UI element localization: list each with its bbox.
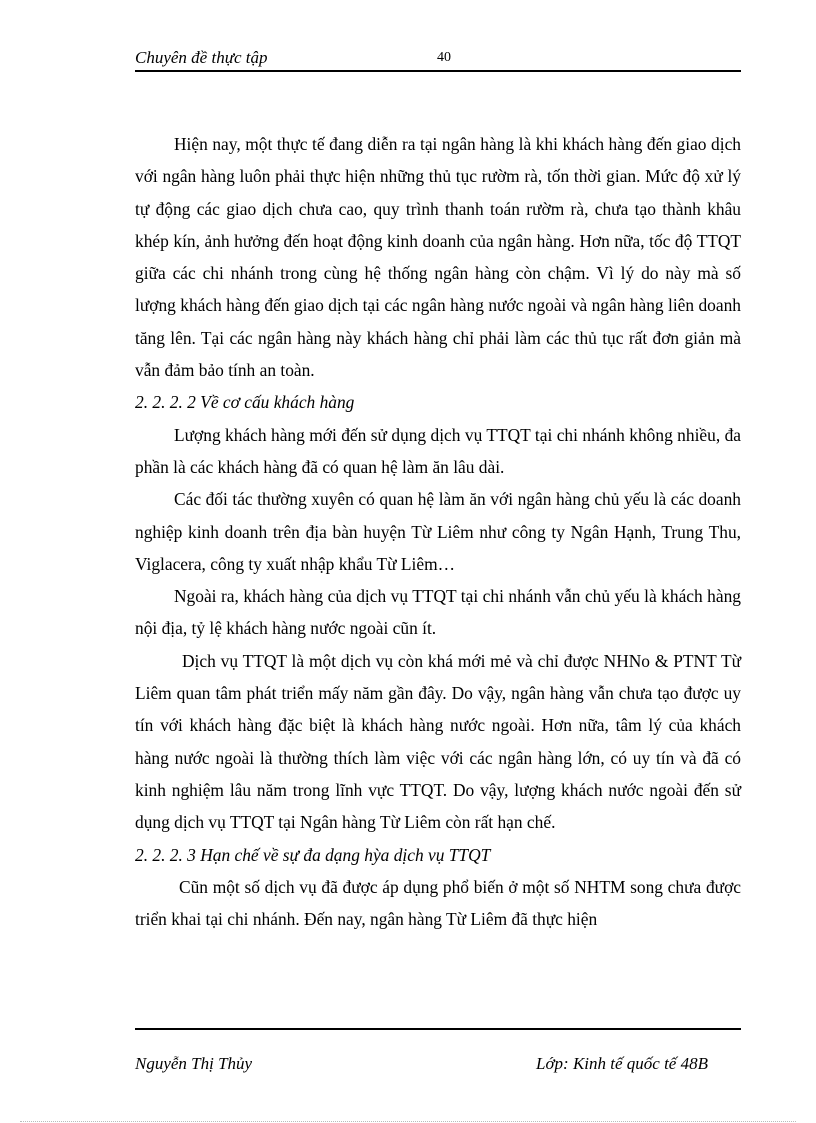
paragraph-domestic-customers: Ngoài ra, khách hàng của dịch vụ TTQT tại chi nhánh vẫn chủ yếu là khách hàng nội địa, tỷ lệ khách hàng nước ngoài cũn ít. <box>135 586 741 639</box>
footer-divider <box>135 1028 741 1030</box>
page-edge-dotted-line <box>20 1121 796 1122</box>
header-title: Chuyên đề thực tập <box>135 48 268 67</box>
footer-class: Lớp: Kinh tế quốc tế 48B <box>536 1054 708 1073</box>
page-number: 40 <box>437 50 451 65</box>
paragraph-current-situation: Hiện nay, một thực tế đang diễn ra tại ngân hàng là khi khách hàng đến giao dịch với ngân hàng luôn phải thực hiện những thủ tục rườm rà, tốn thời gian. Mức độ xử lý tự động các giao dịch chưa cao, quy trình thanh toán rườm rà, chưa tạo thành khâu khép kín, ảnh hưởng đến hoạt động kinh doanh của ngân hàng. Hơn nữa, tốc độ TTQT giữa các chi nhánh trong cùng hệ thống ngân hàng còn chậm. Vì lý do này mà số lượng khách hàng đến giao dịch tại các ngân hàng nước ngoài và ngân hàng liên doanh tăng lên. Tại các ngân hàng này khách hàng chỉ phải làm các thủ tục rất đơn giản mà vẫn đảm bảo tính an toàn. <box>135 134 741 381</box>
header-divider <box>135 70 741 72</box>
footer-author: Nguyễn Thị Thủy <box>135 1054 253 1073</box>
paragraph-ttqt-service: Dịch vụ TTQT là một dịch vụ còn khá mới mẻ và chỉ được NHNo & PTNT Từ Liêm quan tâm phát triển mấy năm gần đây. Do vậy, ngân hàng vẫn chưa tạo được uy tín với khách hàng đặc biệt là khách hàng nước ngoài. Hơn nữa, tâm lý của khách hàng nước ngoài là thường thích làm việc với các ngân hàng lớn, có uy tín và đã có kinh nghiệm lâu năm trong lĩnh vực TTQT. Do vậy, lượng khách nước ngoài đến sử dụng dịch vụ TTQT tại Ngân hàng Từ Liêm còn rất hạn chế. <box>135 650 741 833</box>
paragraph-new-customers: Lượng khách hàng mới đến sử dụng dịch vụ TTQT tại chi nhánh không nhiều, đa phần là các khách hàng đã có quan hệ làm ăn lâu dài. <box>135 424 741 477</box>
paragraph-services-not-deployed: Cũn một số dịch vụ đã được áp dụng phổ biến ở một số NHTM song chưa được triển khai tại chi nhánh. Đến nay, ngân hàng Từ Liêm đã thực hiện <box>135 876 741 930</box>
paragraph-partners: Các đối tác thường xuyên có quan hệ làm ăn với ngân hàng chủ yếu là các doanh nghiệp kinh doanh trên địa bàn huyện Từ Liêm như công ty Ngân Hạnh, Trung Thu, Viglacera, công ty xuất nhập khẩu Từ Liêm… <box>135 489 741 574</box>
section-heading-customer-structure: 2. 2. 2. 2 Về cơ cấu khách hàng <box>135 392 355 413</box>
section-heading-diversification: 2. 2. 2. 3 Hạn chế về sự đa dạng hỳa dịch vụ TTQT <box>135 844 491 865</box>
body-text <box>135 128 741 935</box>
